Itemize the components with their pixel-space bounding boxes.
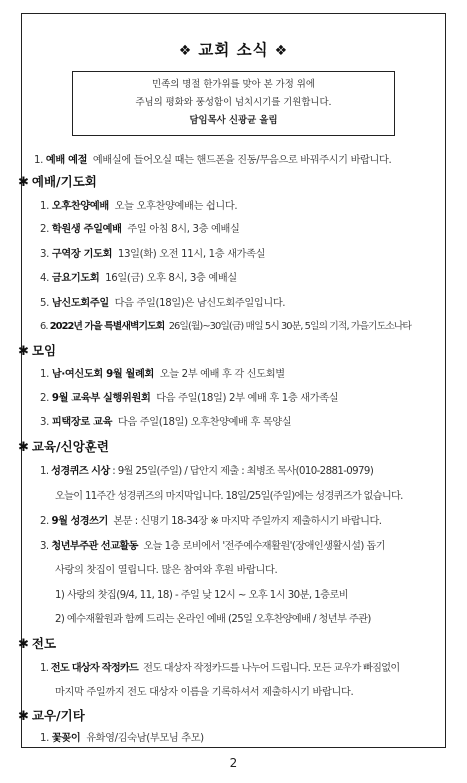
item-number: 3.	[40, 249, 50, 260]
page-title-text: 교회 소식	[198, 41, 269, 59]
list-item	[40, 220, 239, 235]
section-title: 교육/신앙훈련	[31, 439, 109, 454]
item-text: 1) 사랑의 찻집(9/4, 11, 18) - 주일 낮 12시 ~ 오후 1시 30분, 1층로비	[55, 590, 349, 601]
item-text: : 9월 25일(주일) / 답안지 제출 : 최병조 목사(010-2881-0979)	[112, 466, 374, 477]
item-text: 오늘 오후찬양예배는 쉽니다.	[114, 201, 238, 212]
list-item	[40, 413, 291, 428]
item-text: 다음 주일(18일) 2부 예배 후 1층 새가족실	[156, 393, 339, 404]
section-heading-meetings	[18, 341, 56, 359]
diamond-left-icon: ❖	[178, 43, 193, 59]
list-item-continuation	[55, 561, 277, 576]
item-text: 오늘 2부 예배 후 각 신도회별	[159, 369, 285, 380]
list-item	[40, 245, 265, 260]
item-label: 오후찬양예배	[51, 201, 109, 212]
greeting-line-2: 주님의 평화와 풍성함이 넘치시기를 기원합니다.	[135, 97, 332, 108]
item-label: 남·여신도회 9월 월례회	[51, 369, 154, 380]
item-label: 9월 교육부 실행위원회	[51, 393, 151, 404]
item-text: 다음 주일(18일) 오후찬양예배 후 목양실	[117, 417, 292, 428]
asterisk-icon: ✱	[18, 440, 29, 455]
item-number: 2.	[40, 393, 50, 404]
asterisk-icon: ✱	[18, 709, 29, 724]
list-item	[40, 197, 237, 212]
item-number: 1.	[40, 466, 49, 477]
item-text: 주일 아침 8시, 3층 예배실	[127, 224, 240, 235]
item-label: 성경퀴즈 시상	[51, 466, 110, 477]
list-item	[40, 659, 399, 674]
item-label: 금요기도회	[51, 273, 100, 284]
item-label: 2022년 가을 특별새벽기도회	[49, 321, 165, 332]
item-number: 1.	[40, 201, 50, 212]
item-number: 2.	[40, 224, 50, 235]
asterisk-icon: ✱	[18, 344, 29, 359]
item-number: 1.	[40, 663, 49, 674]
item-text: 유화영/김숙남(부모님 추모)	[86, 733, 204, 744]
section-title: 전도	[31, 636, 57, 651]
list-item-intro	[34, 151, 391, 166]
item-text: 본문 : 신명기 18-34장 ※ 마지막 주일까지 제출하시기 바랍니다.	[113, 516, 382, 527]
item-label: 9월 성경쓰기	[51, 516, 108, 527]
item-text: 사랑의 찻집이 열립니다. 많은 참여와 후원 바랍니다.	[55, 565, 278, 576]
item-number: 2.	[40, 516, 49, 527]
list-item	[40, 365, 285, 380]
asterisk-icon: ✱	[18, 637, 29, 652]
pastor-greeting-box	[72, 71, 395, 136]
item-text: 오늘 1층 로비에서 '전주예수재활원'(장애인생활시설) 돕기	[143, 541, 386, 552]
item-number: 6.	[40, 321, 48, 332]
page-number: 2	[229, 756, 238, 770]
item-label: 피택장로 교육	[51, 417, 113, 428]
section-title: 예배/기도회	[31, 174, 97, 189]
asterisk-icon: ✱	[18, 175, 29, 190]
item-text: 예배실에 들어오실 때는 핸드폰을 진동/무음으로 바꿔주시기 바랍니다.	[92, 155, 392, 166]
item-label: 예배 예절	[45, 155, 88, 166]
list-item-subitem	[55, 586, 348, 601]
list-item	[40, 729, 204, 744]
item-number: 4.	[40, 273, 50, 284]
item-text: 다음 주일(18일)은 남신도회주일입니다.	[114, 298, 286, 309]
section-heading-evangelism	[18, 634, 56, 652]
section-heading-worship	[18, 172, 97, 190]
item-number: 1.	[40, 733, 50, 744]
item-label: 전도 대상자 작정카드	[50, 663, 139, 674]
item-text: 전도 대상자 작정카드를 나누어 드립니다. 모든 교우가 빠짐없이	[143, 663, 400, 674]
list-item-continuation	[55, 487, 403, 502]
list-item	[40, 294, 285, 309]
list-item	[40, 462, 373, 477]
list-item	[40, 389, 338, 404]
item-label: 꽃꽂이	[51, 733, 81, 744]
item-number: 5.	[40, 298, 50, 309]
item-number: 1.	[34, 155, 44, 166]
item-number: 3.	[40, 541, 49, 552]
item-text: 26일(월)~30일(금) 매일 5시 30분, 5일의 기적, 가을기도소나타	[168, 321, 411, 332]
diamond-right-icon: ❖	[274, 43, 289, 59]
section-heading-members	[18, 706, 85, 724]
list-item	[40, 512, 382, 527]
section-heading-education	[18, 437, 109, 455]
item-text: 마지막 주일까지 전도 대상자 이름을 기록하셔서 제출하시기 바랍니다.	[55, 687, 354, 698]
greeting-signature: 담임목사 신광균 올림	[189, 115, 278, 126]
greeting-line-1: 민족의 명절 한가위를 맞아 본 가정 위에	[152, 79, 315, 90]
item-label: 구역장 기도회	[51, 249, 113, 260]
item-text: 13일(화) 오전 11시, 1층 새가족실	[117, 249, 266, 260]
list-item-continuation	[55, 683, 353, 698]
item-text: 2) 예수재활원과 함께 드리는 온라인 예배 (25일 오후찬양예배 / 청년부 주관)	[55, 614, 371, 625]
item-number: 3.	[40, 417, 50, 428]
section-title: 교우/기타	[31, 708, 85, 723]
page-title	[22, 38, 445, 60]
bulletin-frame	[21, 13, 446, 748]
item-text: 오늘이 11주간 성경퀴즈의 마지막입니다. 18일/25일(주일)에는 성경퀴즈가 없습니다.	[55, 491, 403, 502]
item-label: 학원생 주일예배	[51, 224, 122, 235]
list-item	[40, 537, 385, 552]
item-text: 16일(금) 오후 8시, 3층 예배실	[105, 273, 237, 284]
list-item	[40, 318, 411, 332]
section-title: 모임	[31, 343, 57, 358]
list-item-subitem	[55, 610, 371, 625]
list-item	[40, 269, 237, 284]
item-number: 1.	[40, 369, 50, 380]
item-label: 남신도회주일	[51, 298, 109, 309]
item-label: 청년부주관 선교활동	[51, 541, 138, 552]
